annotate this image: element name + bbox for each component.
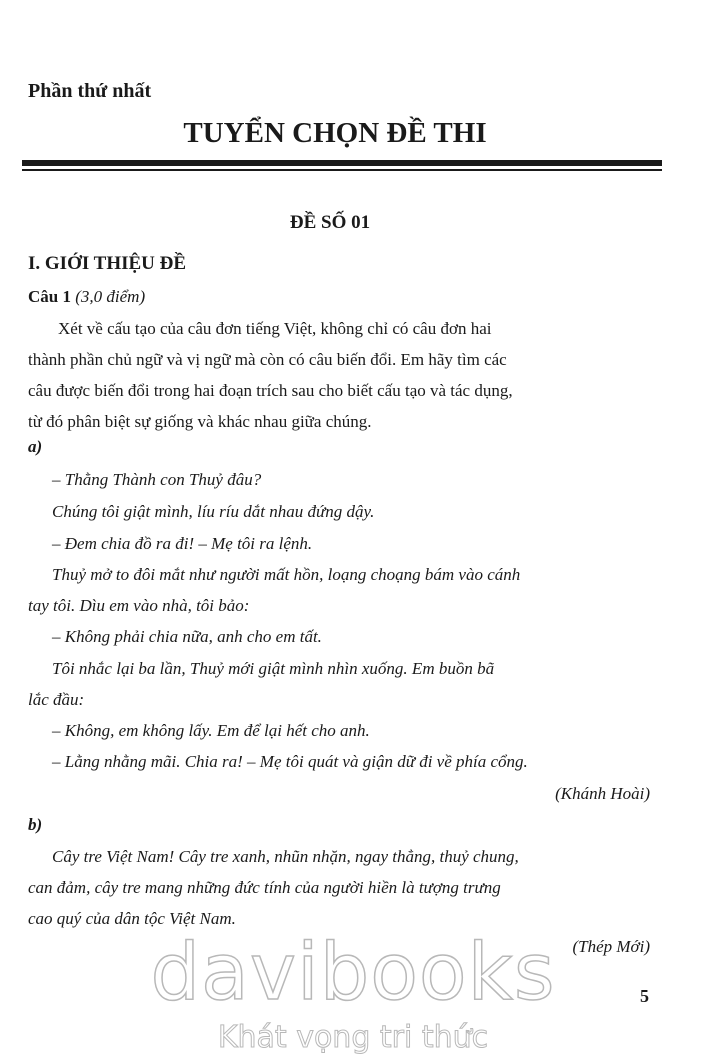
excerpt-a-line: Tôi nhắc lại ba lần, Thuỷ mới giật mình nhìn xuống. Em buồn bã bbox=[52, 659, 495, 678]
excerpt-a-source: (Khánh Hoài) bbox=[555, 784, 650, 803]
watermark-brand: davibooks bbox=[150, 928, 556, 1018]
excerpt-a-line: Chúng tôi giật mình, líu ríu dắt nhau đứng dậy. bbox=[52, 502, 375, 521]
watermark-tagline: Khát vọng tri thức bbox=[217, 1020, 489, 1055]
title-rule-thin bbox=[22, 169, 662, 171]
excerpt-b-label: b) bbox=[28, 815, 43, 834]
excerpt-b-line: can đảm, cây tre mang những đức tính của người hiền là tượng trưng bbox=[28, 878, 501, 897]
question-prompt-line: thành phần chủ ngữ và vị ngữ mà còn có câu biến đổi. Em hãy tìm các bbox=[28, 350, 507, 369]
question-prompt-line: Xét về cấu tạo của câu đơn tiếng Việt, không chỉ có câu đơn hai bbox=[58, 319, 492, 338]
question-prompt-line: câu được biến đổi trong hai đoạn trích sau cho biết cấu tạo và tác dụng, bbox=[28, 381, 513, 400]
excerpt-a-line: – Thằng Thành con Thuỷ đâu? bbox=[52, 470, 262, 489]
excerpt-a-line: – Không, em không lấy. Em để lại hết cho anh. bbox=[52, 721, 370, 740]
excerpt-a-line: tay tôi. Dìu em vào nhà, tôi bảo: bbox=[28, 596, 250, 615]
exam-title: ĐỀ SỐ 01 bbox=[289, 212, 371, 233]
excerpt-b-source: (Thép Mới) bbox=[572, 937, 650, 956]
excerpt-b-line: cao quý của dân tộc Việt Nam. bbox=[28, 909, 236, 928]
question-prompt-line: từ đó phân biệt sự giống và khác nhau giữa chúng. bbox=[28, 412, 372, 431]
excerpt-a-line: – Đem chia đồ ra đi! – Mẹ tôi ra lệnh. bbox=[52, 534, 313, 553]
question-label: Câu 1 bbox=[28, 287, 71, 306]
excerpt-a-line: – Không phải chia nữa, anh cho em tất. bbox=[52, 627, 322, 646]
excerpt-a-label: a) bbox=[28, 437, 43, 456]
section-title: I. GIỚI THIỆU ĐỀ bbox=[28, 253, 187, 274]
main-title: TUYỂN CHỌN ĐỀ THI bbox=[183, 117, 487, 149]
question-points: (3,0 điểm) bbox=[75, 287, 146, 306]
excerpt-a-line: lắc đầu: bbox=[28, 690, 85, 709]
excerpt-a-line: Thuỷ mở to đôi mắt như người mất hồn, loạng choạng bám vào cánh bbox=[52, 565, 521, 584]
excerpt-b-line: Cây tre Việt Nam! Cây tre xanh, nhũn nhặn, ngay thẳng, thuỷ chung, bbox=[52, 847, 519, 866]
page-number: 5 bbox=[640, 986, 649, 1006]
part-label: Phần thứ nhất bbox=[28, 80, 152, 102]
title-rule-thick bbox=[22, 160, 662, 166]
excerpt-a-line: – Lằng nhằng mãi. Chia ra! – Mẹ tôi quát và giận dữ đi về phía cổng. bbox=[52, 752, 528, 771]
question-heading bbox=[28, 287, 145, 307]
